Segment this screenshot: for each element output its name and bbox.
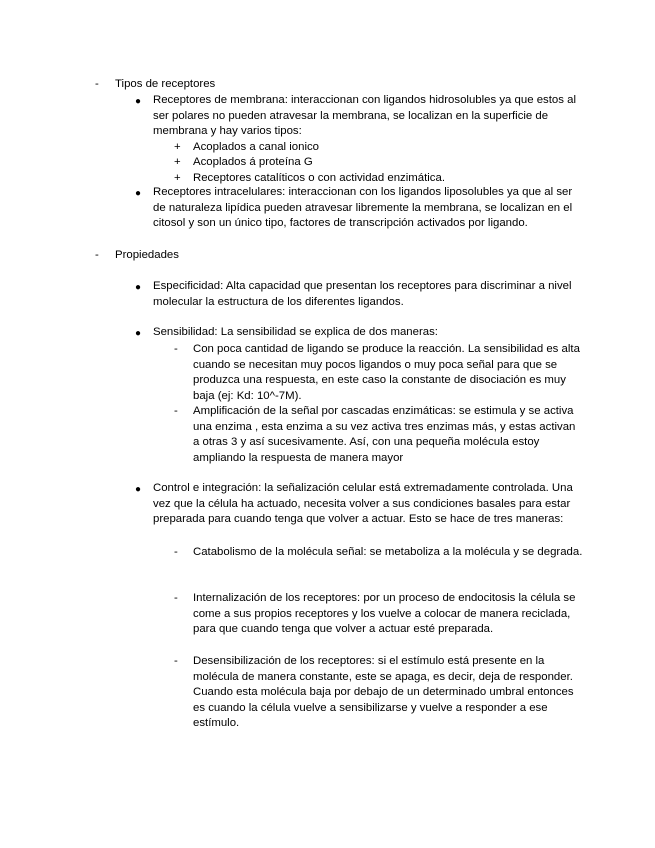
sub-list-item: Receptores catalíticos o con actividad enzimática. [193,172,445,184]
bullet-marker: ● [135,328,142,339]
sub-list-item: Acoplados á proteína G [193,156,313,168]
list-item: Control e integración: la señalización celular está extremadamente controlada. Una vez que la célula ha actuado, necesita volver a sus condiciones basales para estar preparada para cuando tenga que volver a actuar. Esto se hace de tres maneras: [153,482,573,525]
plus-marker: + [174,156,181,168]
bullet-marker: ● [135,96,142,107]
dash-marker: - [174,655,178,667]
plus-marker: + [174,172,181,184]
dash-marker: - [174,405,178,417]
dash-marker: - [95,78,99,90]
sub-list-item: Catabolismo de la molécula señal: se metaboliza a la molécula y se degrada. [193,546,583,558]
list-item: Receptores de membrana: interaccionan con ligandos hidrosolubles ya que estos al ser polares no pueden atravesar la membrana, se localizan en la superficie de membrana y hay varios tipos: [153,94,576,137]
section-title: Propiedades [115,249,179,261]
section-title: Tipos de receptores [115,78,216,90]
bullet-marker: ● [135,188,142,199]
sub-list-item: Amplificación de la señal por cascadas enzimáticas: se estimula y se activa una enzima , esta enzima a su vez activa tres enzimas más, y estas activan a otras 3 y así sucesivamente. Así, con una pequeña molécula estoy ampliando la respuesta de manera mayor [193,405,576,464]
sub-list-item: Desensibilización de los receptores: si el estímulo está presente en la molécula de manera constante, este se apaga, es decir, deja de responder. Cuando esta molécula baja por debajo de un determinado umbral entonces es cuando la célula vuelve a sensibilizarse y vuelve a responder a ese estímulo. [193,655,574,729]
sub-list-item: Acoplados a canal ionico [193,141,320,153]
sub-list-item: Con poca cantidad de ligando se produce la reacción. La sensibilidad es alta cuando se necesitan muy pocos ligandos o muy poca señal para que se produzca una respuesta, en este caso la constante de disociación es muy baja (ej: Kd: 10^-7M). [193,343,580,402]
list-item: Sensibilidad: La sensibilidad se explica de dos maneras: [153,326,438,338]
bullet-marker: ● [135,484,142,495]
sub-list-item: Internalización de los receptores: por un proceso de endocitosis la célula se come a sus propios receptores y los vuelve a colocar de manera reciclada, para que cuando tenga que volver a actuar esté preparada. [193,592,576,635]
dash-marker: - [95,249,99,261]
dash-marker: - [174,592,178,604]
dash-marker: - [174,546,178,558]
list-item: Receptores intracelulares: interaccionan con los ligandos liposolubles ya que al ser de naturaleza lipídica pueden atravesar libremente la membrana, se localizan en el citosol y son un único tipo, factores de transcripción activados por ligando. [153,186,573,229]
bullet-marker: ● [135,282,142,293]
list-item: Especificidad: Alta capacidad que presentan los receptores para discriminar a nivel molecular la estructura de los diferentes ligandos. [153,280,572,308]
dash-marker: - [174,343,178,355]
plus-marker: + [174,141,181,153]
